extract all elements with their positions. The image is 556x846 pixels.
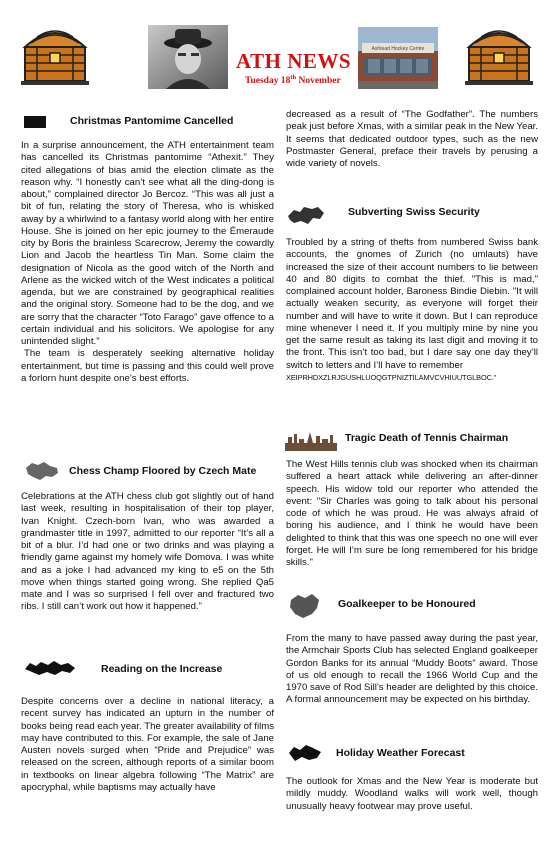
- switzerland-map-icon: [286, 204, 326, 226]
- article-paragraph: The West Hills tennis club was shocked when its chairman suffered a heart attack while delivering an after-dinner speech. His widow told our reporter who attended the event: "Sir Charles was going to talk about his personal code of which he was proud. He was always afraid of boring his audience, and I think he would have been delighted to think that this was one speech no one will ever forget. He will I’m sure be long remembered for his bridge skills.": [286, 459, 538, 568]
- article-heading: Tragic Death of Tennis Chairman: [345, 432, 509, 444]
- building-sign: Ashtead Hockey Centre: [371, 46, 425, 52]
- date-day: Tuesday 18: [245, 76, 291, 87]
- article-body-continued: [286, 109, 538, 170]
- treasure-chest-right-icon: [459, 15, 539, 87]
- article-body: [286, 459, 538, 569]
- article-body: [21, 140, 274, 385]
- article-paragraph: Celebrations at the ATH chess club got slightly out of hand last week, resulting in hospitalisation of their top player, Ivan Knight. Czech-born Ivan, who was awarded a grandmaster title in 1997, admitted to our reporter “It’s all a bit of a blur. I’d had one or two drinks and was playing a friendly game against my homely wife Domova. I was white and as a joke I had advanced my king to e5 on the 5th move when things started going wrong. She replied Qa5 mate and I was so surprised I fell over and fractured two ribs. I still can’t work out how it happened.”: [21, 491, 274, 613]
- article-heading: Subverting Swiss Security: [348, 206, 480, 218]
- article-paragraph: In a surprise announcement, the ATH entertainment team has cancelled its Christmas pantomime “Athexit.” They cited allegations of bias amid the election climate as the reason why. “I honestly can’t see what all the ding-dong is about,” complained director Jo Bercoz. “This was all just a bit of fun, relating the story of Theresa, who is whisked away by a whirlwind to a fantasy world along with her entire House. She is joined on her epic journey to the Émeraude city by Boris the brainless Scarecrow, Jeremy the cowardly Lion and Jacob the heartless Tin Man. Some claim the designation of Nicola as the good witch of the North and Arlene as the wicked witch of the West indicates a political agenda, but we are constrained by geographical realities and the original story. Someone had to be the dog, and we are sorry that the character “Toto Farago” gave offence to a certain individual and his solicitors. We apologise for any unintended slight.”: [21, 140, 274, 347]
- article-paragraph-continued: decreased as a result of “The Godfather”. The numbers peak just before Xmas, with a similar peak in the New Year. It seems that dedicated outdoor types, such as the new Postmaster General, preface their travels by perusing a wide variety of novels.: [286, 109, 538, 169]
- country-map-icon: [288, 592, 322, 620]
- czech-map-icon: [24, 460, 60, 482]
- article-body: [286, 776, 538, 813]
- black-bar-icon: [24, 116, 46, 128]
- date-suffix: th: [290, 74, 297, 81]
- map-silhouette-icon: [24, 660, 76, 676]
- article-body: [286, 237, 538, 384]
- article-heading: Holiday Weather Forecast: [336, 747, 465, 759]
- article-paragraph: The team is desperately seeking alternative holiday entertainment, but time is passing and this could well prove a forlorn hunt despite one’s best efforts.: [21, 348, 274, 384]
- newspaper-title: ATH NEWS: [236, 49, 352, 73]
- article-heading: Reading on the Increase: [101, 663, 223, 675]
- date-month: November: [296, 76, 341, 87]
- map-blob-icon: [287, 743, 323, 763]
- article-heading: Christmas Pantomime Cancelled: [70, 115, 234, 127]
- article-paragraph: The outlook for Xmas and the New Year is moderate but mildly muddy. Woodland walks will work well, though unusually heavy footwear may prove useful.: [286, 776, 538, 812]
- article-body: [21, 491, 274, 614]
- man-in-hat-photo: [148, 25, 228, 89]
- city-skyline-icon: [284, 431, 338, 451]
- article-heading: Chess Champ Floored by Czech Mate: [69, 465, 257, 477]
- issue-date: [245, 74, 341, 86]
- article-body: [286, 633, 538, 707]
- article-heading: Goalkeeper to be Honoured: [338, 598, 476, 610]
- article-paragraph: Troubled by a string of thefts from numbered Swiss bank accounts, the gnomes of Zurich (no umlauts) have increased the size of their account numbers to lie between 40 and 80 digits to combat the thief. "This is mad," complained account holder, Baroness Bindie Diebin. "It will actually weaken security, as everyone will forget their number and will have to write it down. But I can reproduce mine whenever I need it. If you multiply mine by nine you get the same result as taking its last digit and moving it to the front. This isn’t too bad, but I dare say one day they’ll switch to letters and I’ll have to remember: [286, 237, 538, 371]
- building-photo: [358, 27, 438, 89]
- cipher-text: XEIPRHDXZLRJGUSHLUOQGTPNIZTILAMVCVHIUUTGLBOC.": [286, 372, 497, 382]
- article-paragraph: Despite concerns over a decline in national literacy, a recent survey has indicated an upturn in the number of books being read each year. The greater availability of films may have contributed to this. For example, the sale of Jane Austen novels surged when “Pride and Prejudice” was released on the screen, although reports of a similar boom in textbooks on linear algebra following “The Matrix” are apocryphal, while baptisms may actually have: [21, 696, 274, 793]
- article-paragraph: From the many to have passed away during the past year, the Armchair Sports Club has selected England goalkeeper Gordon Banks for its annual “Muddy Boots” award. Those of us old enough to recall the 1966 World Cup and the 1970 save of Rod Sill’s header are delighted by this choice. A formal announcement may be expected on his birthday.: [286, 633, 538, 706]
- treasure-chest-left-icon: [15, 15, 95, 87]
- article-body: [21, 696, 274, 794]
